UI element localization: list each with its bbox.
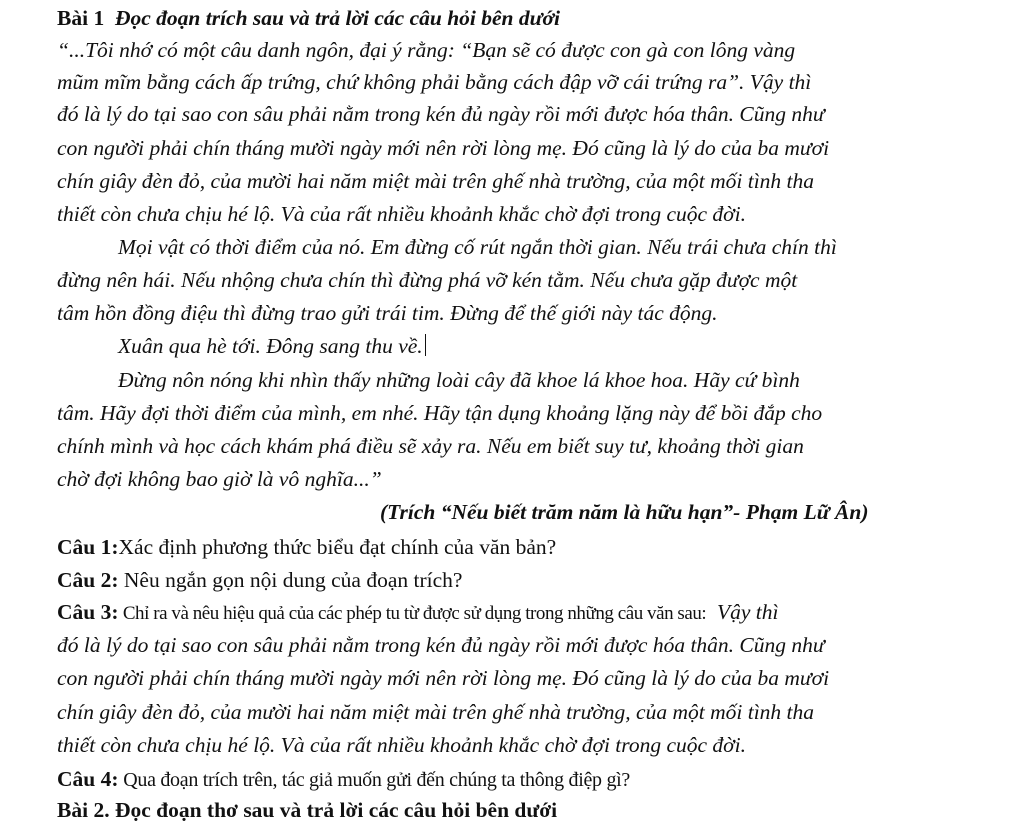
quote-text: Vậy thì: [717, 600, 779, 624]
passage-line: chính mình và học cách khám phá điều sẽ xảy ra. Nếu em biết suy tư, khoảng thời gian: [57, 434, 804, 458]
question-1: [57, 532, 556, 562]
quote-line: thiết còn chưa chịu hé lộ. Và của rất nhiều khoảnh khắc chờ đợi trong cuộc đời.: [57, 733, 747, 757]
exercise-heading: [57, 3, 560, 33]
passage-line: chờ đợi không bao giờ là vô nghĩa...”: [57, 467, 382, 491]
question-label: Câu 2:: [57, 568, 119, 592]
passage-line: đừng nên hái. Nếu nhộng chưa chín thì đừng phá vỡ kén tằm. Nếu chưa gặp được một: [57, 268, 798, 292]
question-4: [57, 764, 630, 795]
passage-line: tâm hồn đồng điệu thì đừng trao gửi trái tim. Đừng để thế giới này tác động.: [57, 301, 718, 325]
passage-line: đó là lý do tại sao con sâu phải nằm trong kén đủ ngày rồi mới được hóa thân. Cũng như: [57, 102, 825, 126]
exercise-label: Bài 1: [57, 6, 105, 30]
passage-line: thiết còn chưa chịu hé lộ. Và của rất nhiều khoảnh khắc chờ đợi trong cuộc đời.: [57, 202, 747, 226]
question-text: Nêu ngắn gọn nội dung của đoạn trích?: [118, 568, 463, 592]
question-3: [57, 597, 779, 629]
question-2: [57, 565, 462, 595]
passage-line: con người phải chín tháng mười ngày mới nên rời lòng mẹ. Đó cũng là lý do của ba mươi: [57, 136, 830, 160]
passage-line: Đừng nôn nóng khi nhìn thấy những loài cây đã khoe lá khoe hoa. Hãy cứ bình: [118, 368, 800, 392]
exercise-instruction: Đọc đoạn trích sau và trả lời các câu hỏi bên dưới: [114, 6, 561, 30]
text-cursor: [425, 334, 426, 356]
quote-line: đó là lý do tại sao con sâu phải nằm trong kén đủ ngày rồi mới được hóa thân. Cũng như: [57, 633, 825, 657]
passage-line: Mọi vật có thời điểm của nó. Em đừng cố rút ngắn thời gian. Nếu trái chưa chín thì: [118, 235, 837, 259]
next-exercise-cut: [57, 797, 558, 822]
question-text: Chỉ ra và nêu hiệu quả của các phép tu từ được sử dụng trong những câu văn sau:: [118, 603, 707, 624]
question-label: Câu 1:: [57, 535, 119, 559]
passage-line: “...Tôi nhớ có một câu danh ngôn, đại ý rằng: “Bạn sẽ có được con gà con lông vàng: [57, 38, 796, 62]
question-label: Câu 4:: [57, 767, 119, 791]
quote-line: con người phải chín tháng mười ngày mới nên rời lòng mẹ. Đó cũng là lý do của ba mươi: [57, 666, 830, 690]
passage-line-text: Xuân qua hè tới. Đông sang thu về.: [118, 334, 423, 358]
passage-line: chín giây đèn đỏ, của mười hai năm miệt mài trên ghế nhà trường, của một mối tình tha: [57, 169, 815, 193]
question-label: Câu 3:: [57, 600, 119, 624]
next-exercise-text: Bài 2. Đọc đoạn thơ sau và trả lời các câu hỏi bên dưới: [57, 798, 558, 822]
question-text: Xác định phương thức biểu đạt chính của văn bản?: [118, 535, 557, 559]
passage-line: [118, 331, 426, 361]
quote-line: chín giây đèn đỏ, của mười hai năm miệt mài trên ghế nhà trường, của một mối tình tha: [57, 700, 815, 724]
passage-line: tâm. Hãy đợi thời điểm của mình, em nhé. Hãy tận dụng khoảng lặng này để bồi đắp cho: [57, 401, 823, 425]
passage-line: mũm mĩm bằng cách ấp trứng, chứ không phải bằng cách đập vỡ cái trứng ra”. Vậy thì: [57, 70, 812, 94]
source-citation: (Trích “Nếu biết trăm năm là hữu hạn”- Phạm Lữ Ân): [380, 500, 869, 524]
question-text: Qua đoạn trích trên, tác giả muốn gửi đến chúng ta thông điệp gì?: [118, 769, 630, 791]
